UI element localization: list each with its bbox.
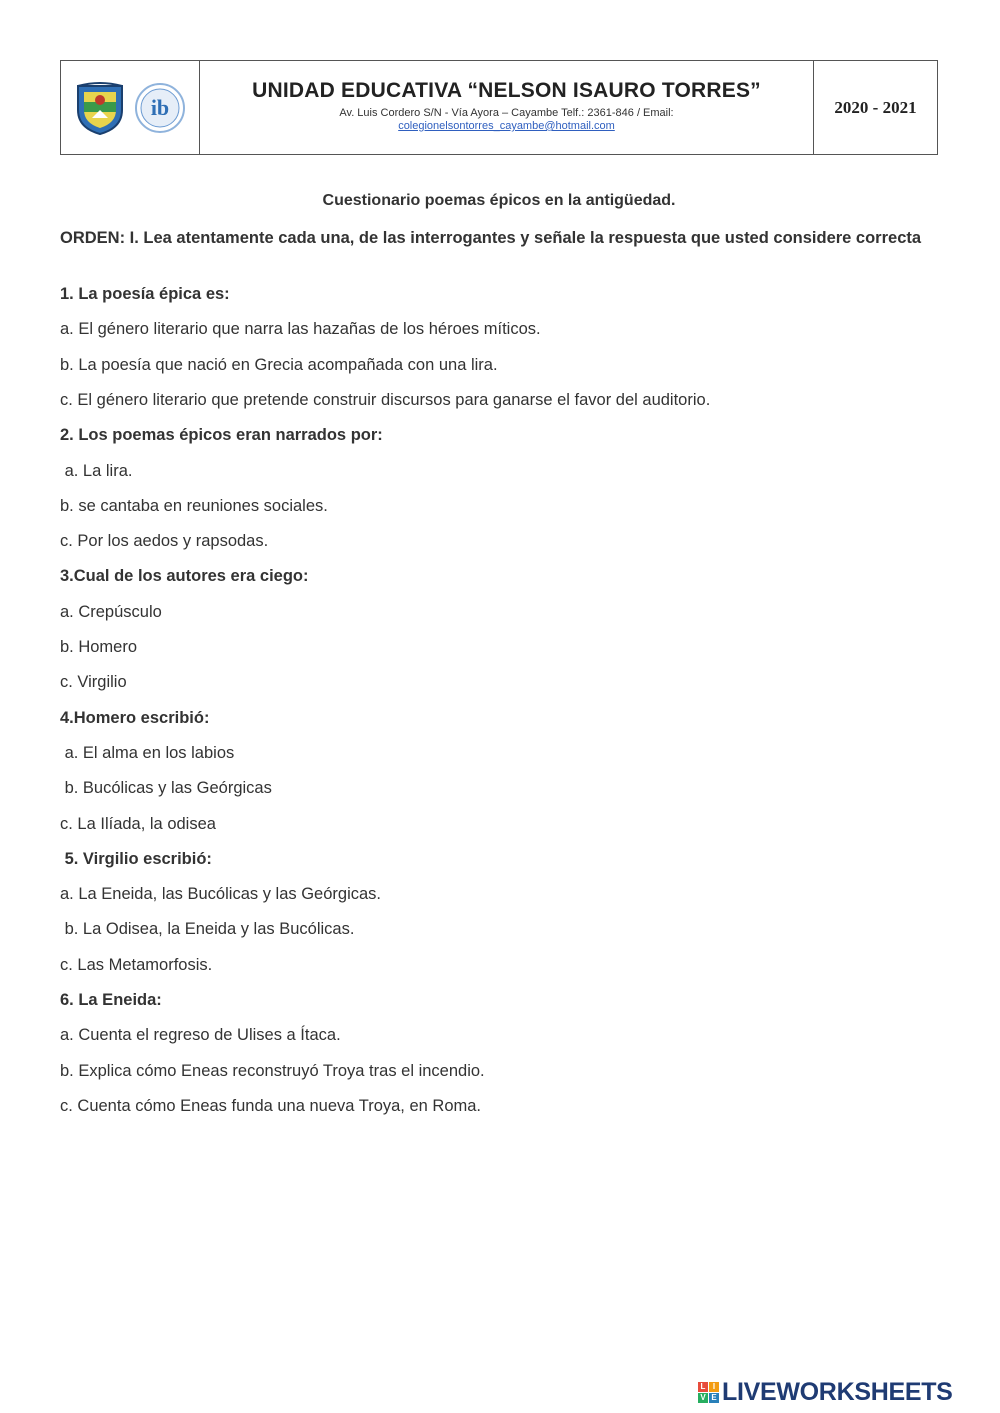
ib-logo-icon [134,82,186,134]
school-crest-icon [74,80,126,136]
answer-option[interactable]: c. La Ilíada, la odisea [60,814,216,833]
school-year: 2020 - 2021 [834,97,917,117]
answer-option[interactable]: b. Explica cómo Eneas reconstruyó Troya tras el incendio. [60,1061,485,1080]
watermark-letter: I [709,1382,719,1392]
answer-option[interactable]: b. Bucólicas y las Geórgicas [60,779,272,798]
liveworksheets-logo-icon [698,1382,719,1403]
answer-option[interactable]: a. La Eneida, las Bucólicas y las Geórgicas. [60,885,382,904]
answer-option[interactable]: a. Crepúsculo [60,602,162,621]
answer-option[interactable]: a. Cuenta el regreso de Ulises a Ítaca. [60,1026,341,1045]
answer-option[interactable]: b. La poesía que nació en Grecia acompañada con una lira. [60,355,498,374]
watermark-letter: E [709,1393,719,1403]
logo-cell [61,61,200,154]
school-info [200,61,814,154]
answer-option[interactable]: b. se cantaba en reuniones sociales. [60,496,328,515]
watermark-letter: L [698,1382,708,1392]
question-1: 1. La poesía épica es: [60,285,230,303]
watermark-letter: V [698,1393,708,1403]
question-2: 2. Los poemas épicos eran narrados por: [60,426,383,445]
document-title: Cuestionario poemas épicos en la antigüedad. [322,192,676,209]
instruction-text: ORDEN: I. Lea atentamente cada una, de las interrogantes y señale la respuesta que usted considere correcta [60,229,922,247]
question-6: 6. La Eneida: [60,991,162,1009]
watermark-text: LIVEWORKSHEETS [722,1378,953,1406]
school-header [60,60,938,155]
school-address: Av. Luis Cordero S/N - Vía Ayora – Cayambe Telf.: 2361-846 / Email: [339,107,674,119]
answer-option[interactable]: c. Las Metamorfosis. [60,955,213,974]
answer-option[interactable]: c. El género literario que pretende construir discursos para ganarse el favor del auditorio. [60,390,711,409]
answer-option[interactable]: c. Virgilio [60,673,127,692]
answer-option[interactable]: a. El alma en los labios [60,743,235,762]
question-4: 4.Homero escribió: [60,708,210,727]
answer-option[interactable]: b. La Odisea, la Eneida y las Bucólicas. [60,920,355,939]
answer-option[interactable]: c. Por los aedos y rapsodas. [60,532,269,551]
answer-option[interactable]: a. La lira. [60,461,133,480]
liveworksheets-watermark [698,1378,953,1407]
school-email-link[interactable]: colegionelsontorres_cayambe@hotmail.com [398,120,615,132]
school-name: UNIDAD EDUCATIVA “NELSON ISAURO TORRES” [252,79,761,102]
answer-option[interactable]: c. Cuenta cómo Eneas funda una nueva Troya, en Roma. [60,1096,482,1115]
answer-option[interactable]: a. El género literario que narra las hazañas de los héroes míticos. [60,320,541,339]
question-3: 3.Cual de los autores era ciego: [60,567,309,586]
ib-logo-text: ib [150,94,170,120]
question-5: 5. Virgilio escribió: [60,849,212,868]
answer-option[interactable]: b. Homero [60,638,138,656]
